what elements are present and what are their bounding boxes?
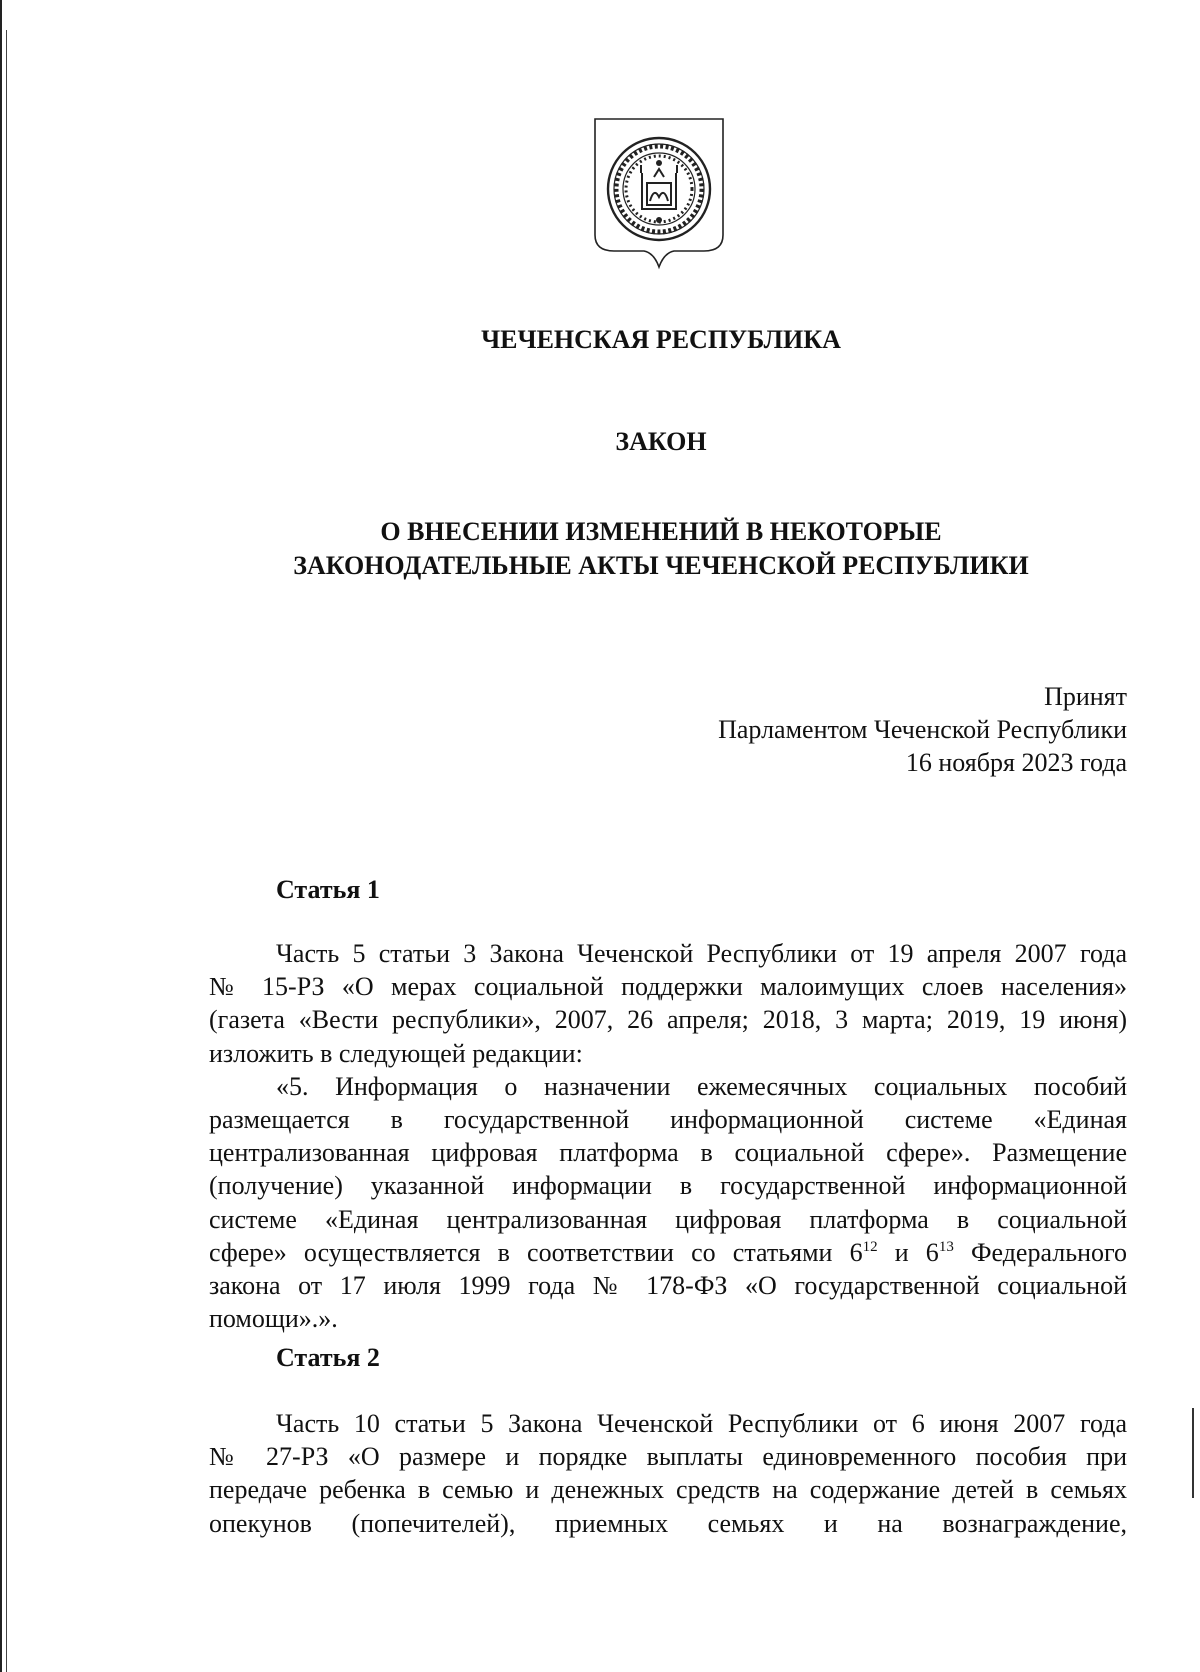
article-2-line: № 27-РЗ «О размере и порядке выплаты единовременного пособия при [209, 1442, 1127, 1472]
article-1-quote-line: централизованная цифровая платформа в социальной сфере». Размещение [209, 1138, 1127, 1168]
article-1-quote-line: размещается в государственной информационной системе «Единая [209, 1104, 1127, 1134]
article-1-line: Часть 5 статьи 3 Закона Чеченской Республики от 19 апреля 2007 года [276, 939, 1127, 968]
scan-edge-mark [1192, 1408, 1194, 1498]
superscript-12: 12 [862, 1238, 878, 1255]
adoption-date: 16 ноября 2023 года [905, 748, 1127, 777]
article-2-text [209, 1407, 1127, 1540]
adoption-block [718, 680, 1127, 779]
article-1-quote-line: закона от 17 июля 1999 года № 178-ФЗ «О государственной социальной [209, 1270, 1127, 1300]
law-title-line-2: ЗАКОНОДАТЕЛЬНЫЕ АКТЫ ЧЕЧЕНСКОЙ РЕСПУБЛИКИ [293, 551, 1029, 580]
scan-edge-line [0, 0, 2, 1672]
scan-edge-line-inner [6, 30, 7, 1672]
refs-text-and: и 6 [877, 1237, 939, 1267]
article-1-line: № 15-РЗ «О мерах социальной поддержки малоимущих слоев населения» [209, 972, 1127, 1002]
law-title-line-1: О ВНЕСЕНИИ ИЗМЕНЕНИЙ В НЕКОТОРЫЕ [380, 517, 942, 546]
superscript-13: 13 [938, 1238, 954, 1255]
article-1-line: изложить в следующей редакции: [209, 1038, 583, 1068]
republic-heading: ЧЕЧЕНСКАЯ РЕСПУБЛИКА [481, 325, 841, 354]
article-2-line: передаче ребенка в семью и денежных средств на содержание детей в семьях [209, 1475, 1127, 1505]
adoption-line-1: Принят [1044, 682, 1127, 711]
document-type: ЗАКОН [615, 427, 707, 456]
refs-text-end: Федерального [953, 1237, 1127, 1267]
refs-text-start: сфере» осуществляется в соответствии со статьями 6 [209, 1237, 863, 1267]
article-1-heading: Статья 1 [276, 875, 380, 904]
article-1-quote-line: системе «Единая централизованная цифровая платформа в социальной [209, 1204, 1127, 1234]
article-2-line: опекунов (попечителей), приемных семьях и на вознаграждение, [209, 1508, 1127, 1538]
article-1-quote-line: «5. Информация о назначении ежемесячных социальных пособий [276, 1071, 1127, 1101]
article-1-quote-line-refs [209, 1236, 1127, 1269]
coat-of-arms-emblem [592, 117, 726, 273]
article-2-line: Часть 10 статьи 5 Закона Чеченской Республики от 6 июня 2007 года [276, 1409, 1127, 1438]
adoption-line-2: Парламентом Чеченской Республики [718, 715, 1127, 744]
article-1-text [209, 937, 1127, 1335]
article-1-quote-line: помощи».». [209, 1304, 338, 1334]
article-2-heading: Статья 2 [276, 1343, 380, 1372]
article-1-line: (газета «Вести республики», 2007, 26 апреля; 2018, 3 марта; 2019, 19 июня) [209, 1005, 1127, 1035]
article-1-quote-line: (получение) указанной информации в государственной информационной [209, 1171, 1127, 1201]
